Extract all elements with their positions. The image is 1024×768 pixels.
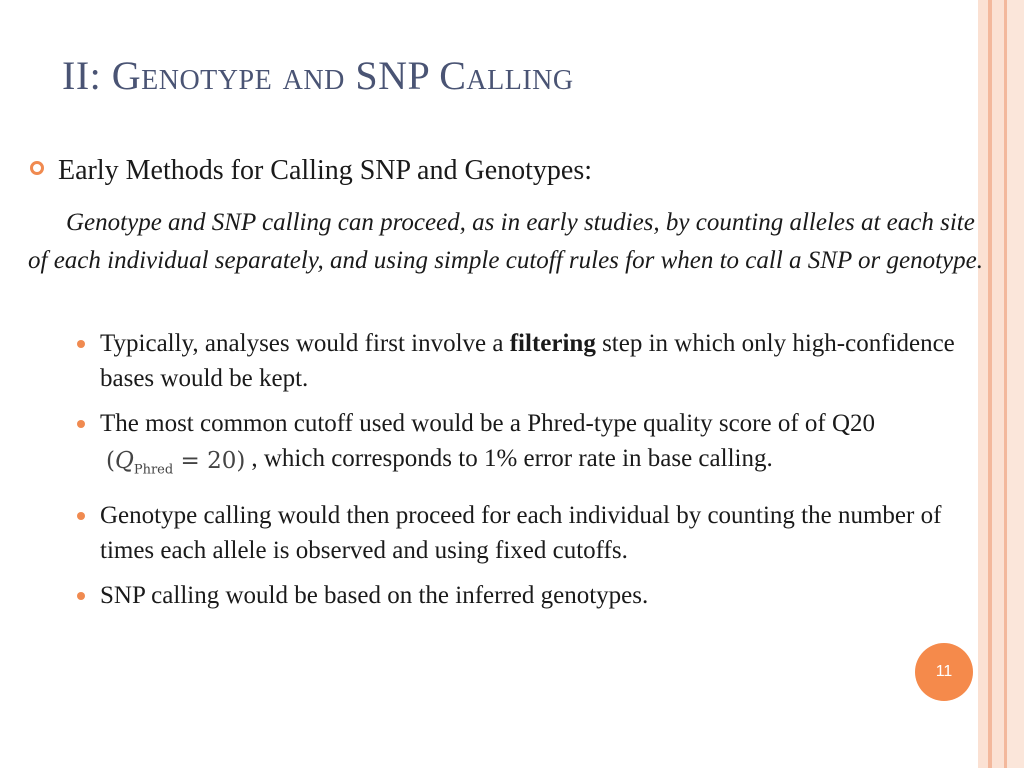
bullet-dot-icon — [77, 592, 85, 600]
bullet-text: Genotype calling would then proceed for each individual by counting the number of times each allele is observed and using fixed cutoffs. — [100, 501, 942, 564]
page-number-badge: 11 — [915, 643, 973, 701]
list-item — [76, 578, 976, 613]
bullet-text: , which corresponds to 1% error rate in base calling. — [251, 445, 773, 472]
intro-paragraph — [28, 204, 988, 280]
sub-bullet-list — [76, 326, 976, 623]
slide-title: II: Genotype and SNP Calling — [62, 53, 574, 98]
bullet-text: step in which only high-confidence bases would be kept. — [100, 330, 955, 392]
bullet-text: The most common cutoff used would be a Phred-type quality score of of Q20 — [100, 410, 876, 437]
bullet-ring-icon — [30, 161, 44, 175]
phred-formula: $(Q_{Phred} = 20)$ — [106, 448, 246, 478]
bullet-bold-term: filtering — [509, 330, 596, 357]
heading-text: Early Methods for Calling SNP and Genotypes: — [58, 155, 593, 186]
decorative-stripe — [978, 0, 988, 768]
decorative-stripe — [992, 0, 1004, 768]
bullet-dot-icon — [77, 420, 85, 428]
list-item — [76, 498, 976, 568]
bullet-heading — [30, 155, 592, 187]
decorative-stripe — [1007, 0, 1024, 768]
bullet-text: SNP calling would be based on the inferred genotypes. — [100, 581, 649, 609]
paragraph-text: Genotype and SNP calling can proceed, as in early studies, by counting alleles at each site of each individual separately, and using simple cutoff rules for when to call a SNP or genotype. — [28, 209, 983, 274]
bullet-dot-icon — [77, 512, 85, 520]
list-item — [76, 406, 976, 488]
bullet-text: Typically, analyses would first involve a — [100, 330, 510, 357]
bullet-dot-icon — [77, 340, 85, 348]
list-item — [76, 326, 976, 396]
